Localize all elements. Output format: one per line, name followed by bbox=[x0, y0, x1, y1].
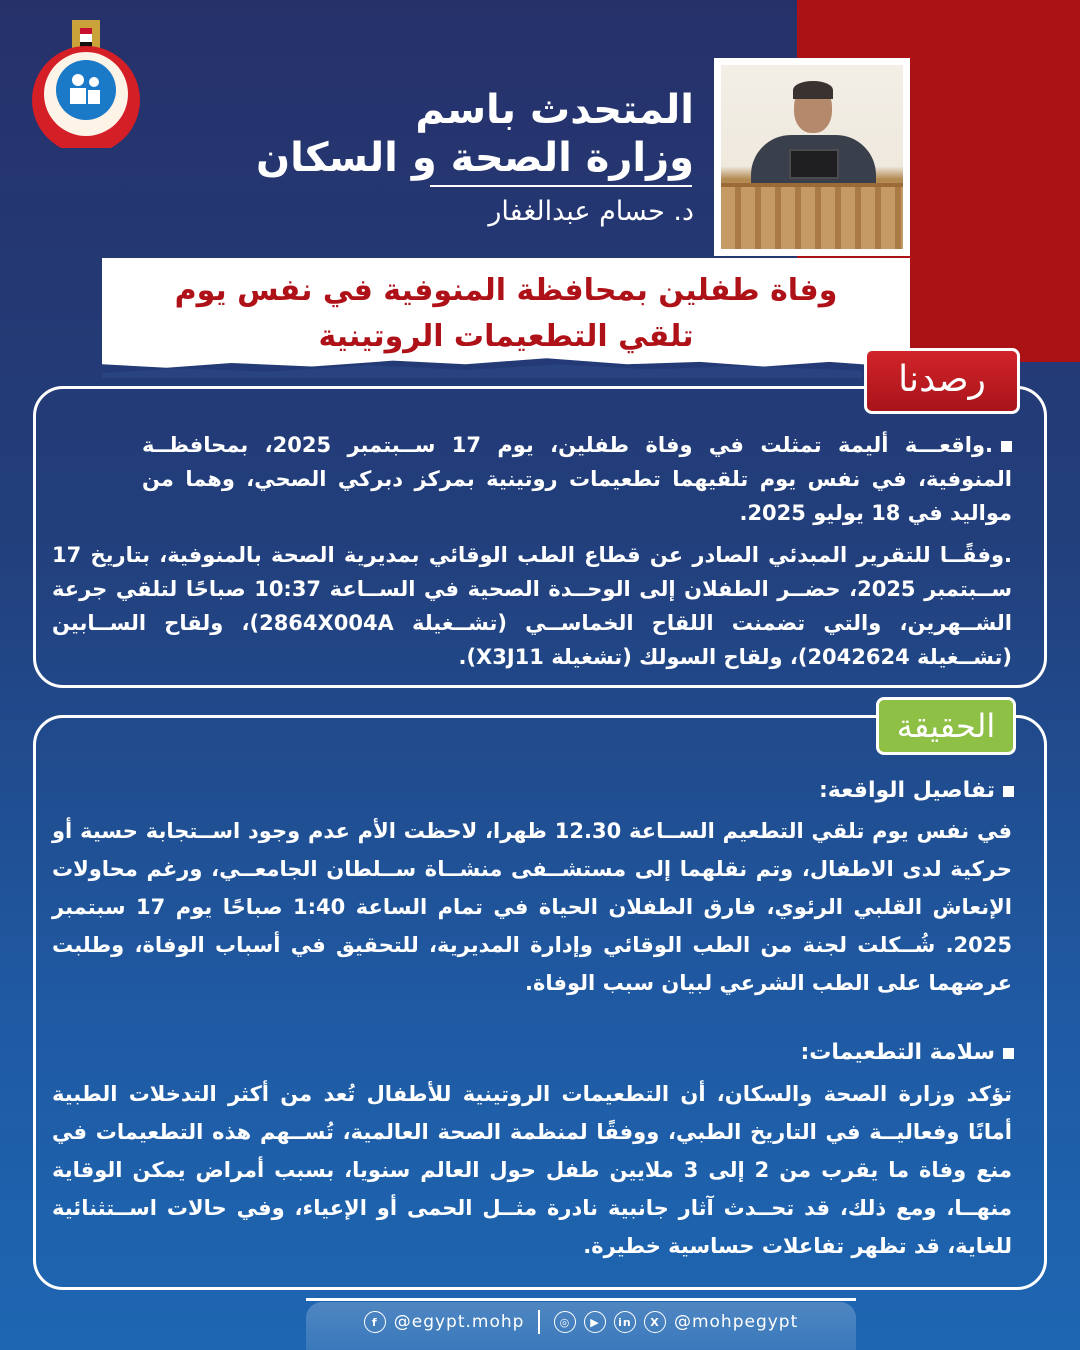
youtube-icon[interactable]: ▶ bbox=[584, 1311, 606, 1333]
incident-details-text: في نفس يوم تلقي التطعيم الســاعة 12.30 ظهرا، لاحظت الأم عدم وجود اســتجابة حسية أو حركية لدى الاطفال، وتم نقلهما إلى مستشــفى منشــاة ســلطان الجامعــي، ورغم محاولات الإنعاش القلبي الرئوي، فارق الطفلان الحياة في تمام الساعة 1:40 صباحًا يوم 17 سبتمبر 2025. شُــكلت لجنة من الطب الوقائي وإدارة المديرية، للتحقيق في أسباب الوفاة، وطلبت عرضهما على الطب الشرعي لبيان سبب الوفاة. bbox=[52, 819, 1012, 995]
incident-details-heading: تفاصيل الواقعة: bbox=[819, 778, 1014, 803]
bullet-icon bbox=[1003, 1048, 1014, 1059]
social-footer bbox=[306, 1302, 856, 1350]
instagram-icon[interactable]: ◎ bbox=[554, 1311, 576, 1333]
title-line-2: وزارة الصحة و السكان bbox=[256, 135, 694, 181]
observed-label: رصدنا bbox=[864, 348, 1020, 414]
vaccine-safety-text: تؤكد وزارة الصحة والسكان، أن التطعيمات الروتينية للأطفال تُعد من أكثر التدخلات الطبية أمانًا وفعاليــة في التاريخ الطبي، ووفقًا لمنظمة الصحة العالمية، تُســهم هذه التطعيمات في منع وفاة ما يقرب من 2 إلى 3 ملايين طفل حول العالم سنويا، بسبب أمراض يمكن الوقاية منهــا، ومع ذلك، قد تحــدث آثار جانبية نادرة مثــل الحمى أو الإعياء، وفي حالات اســتثنائية للغاية، قد تظهر تفاعلات حساسية خطيرة. bbox=[52, 1082, 1012, 1258]
bullet-icon bbox=[1001, 441, 1012, 452]
title-divider bbox=[430, 185, 692, 187]
facebook-handle[interactable]: @egypt.mohp bbox=[393, 1312, 525, 1332]
spokesperson-name: د. حسام عبدالغفار bbox=[488, 196, 694, 227]
headline bbox=[102, 268, 910, 360]
observed-paragraph-1: .واقعـــة أليمة تمثلت في وفاة طفلين، يوم 17 ســبتمبر 2025، بمحافظــة المنوفية، في نفس يوم تلقيهما تطعيمات روتينية بمركز دبركي الصحي، وهما من مواليد في 18 يوليو 2025. bbox=[142, 433, 1012, 525]
ministry-of-health-logo-icon bbox=[30, 18, 142, 148]
spokesperson-title bbox=[256, 86, 694, 182]
facebook-icon[interactable]: f bbox=[364, 1311, 386, 1333]
linkedin-icon[interactable]: in bbox=[614, 1311, 636, 1333]
vaccine-safety-heading: سلامة التطعيمات: bbox=[801, 1040, 1015, 1065]
footer-separator bbox=[538, 1310, 540, 1334]
title-line-1: المتحدث باسم bbox=[415, 87, 694, 133]
x-icon[interactable]: X bbox=[644, 1311, 666, 1333]
fact-label: الحقيقة bbox=[876, 697, 1016, 755]
footer-divider bbox=[306, 1298, 856, 1301]
spokesperson-photo bbox=[714, 58, 910, 256]
headline-line-1: وفاة طفلين بمحافظة المنوفية في نفس يوم bbox=[174, 273, 838, 308]
bullet-icon bbox=[1003, 786, 1014, 797]
social-handle[interactable]: @mohpegypt bbox=[673, 1312, 799, 1332]
observed-paragraph-2: .وفقًــا للتقرير المبدئي الصادر عن قطاع الطب الوقائي بمديرية الصحة بالمنوفية، بتاريخ 17 ســبتمبر 2025، حضــر الطفلان إلى الوحــدة الصحية في الســاعة 10:37 صباحًا لتلقي جرعة الشــهرين، والتي تضمنت اللقاح الخماســي (تشــغيلة 2864X004A)، ولقاح الســابين (تشــغيلة 2042624)، ولقاح السولك (تشغيلة X3J11). bbox=[52, 543, 1012, 669]
headline-line-2: تلقي التطعيمات الروتينية bbox=[318, 319, 694, 354]
